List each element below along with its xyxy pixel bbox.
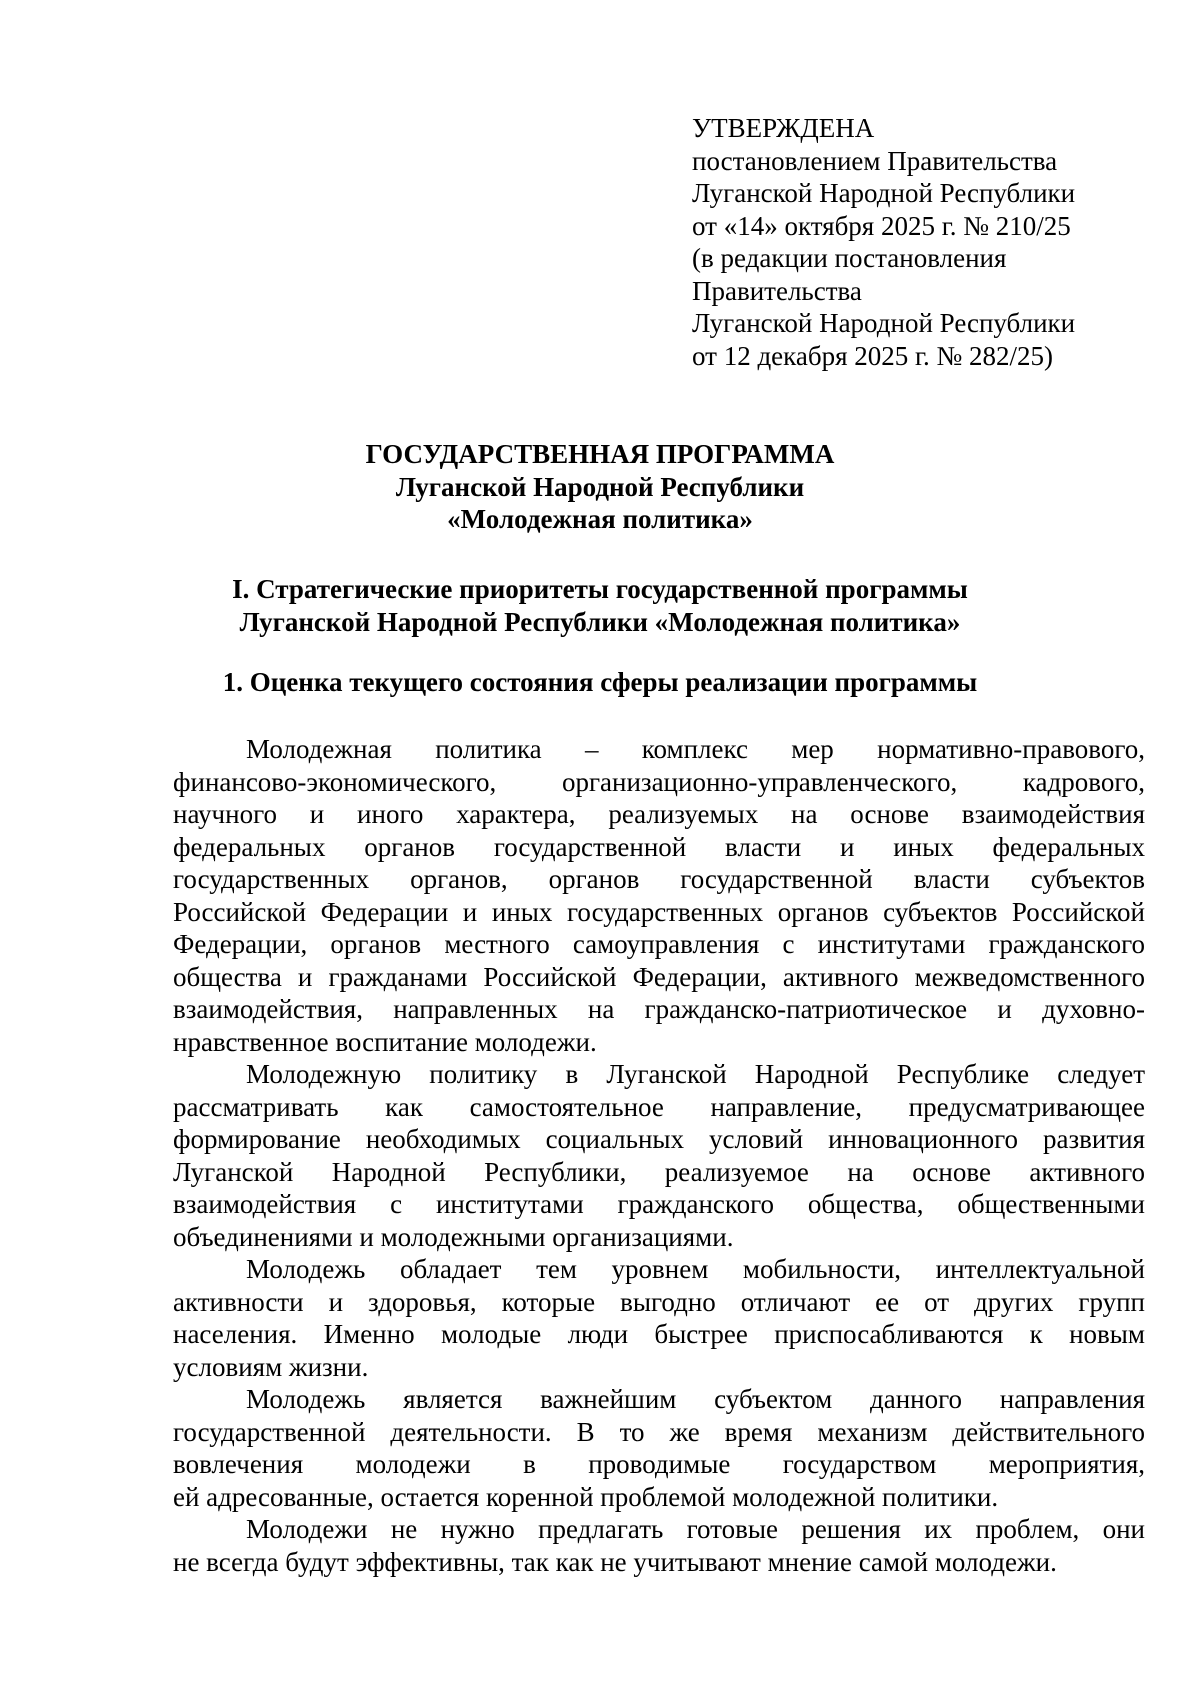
section-heading-line: Луганской Народной Республики «Молодежная политика»	[239, 606, 961, 637]
approval-line: УТВЕРЖДЕНА	[692, 113, 875, 143]
title-line: ГОСУДАРСТВЕННАЯ ПРОГРАММА	[365, 439, 835, 469]
paragraph-line: Молодежи не нужно предлагать готовые решения их проблем, они	[246, 1514, 1145, 1544]
approval-line: (в редакции постановления	[692, 243, 1007, 273]
paragraph-line: рассматривать как самостоятельное направление, предусматривающее	[173, 1091, 1145, 1122]
paragraph-line: взаимодействия, направленных на гражданско-патриотическое и духовно-	[173, 994, 1145, 1024]
paragraph-line: Молодежная политика – комплекс мер нормативно-правового,	[246, 734, 1145, 764]
paragraph	[173, 1513, 1145, 1578]
paragraph	[173, 733, 1145, 1058]
paragraph-line: условиям жизни.	[173, 1351, 369, 1382]
paragraph-line: государственных органов, органов государственной власти субъектов	[173, 864, 1145, 894]
title-line: «Молодежная политика»	[447, 504, 753, 534]
paragraph-line: научного и иного характера, реализуемых на основе взаимодействия	[173, 799, 1145, 829]
paragraph-line: Молодежь обладает тем уровнем мобильности, интеллектуальной	[246, 1254, 1145, 1284]
approval-line: от «14» октября 2025 г. № 210/25	[692, 210, 1071, 241]
paragraph-line: Молодежную политику в Луганской Народной Республике следует	[246, 1059, 1145, 1089]
approval-line: от 12 декабря 2025 г. № 282/25)	[692, 340, 1054, 371]
paragraph	[173, 1058, 1145, 1253]
paragraph-line: Молодежь является важнейшим субъектом данного направления	[246, 1384, 1145, 1414]
paragraph-line: Луганской Народной Республики, реализуемое на основе активного	[173, 1156, 1145, 1187]
paragraph-line: не всегда будут эффективны, так как не учитывают мнение самой молодежи.	[173, 1546, 1057, 1577]
paragraph-line: федеральных органов государственной власти и иных федеральных	[173, 831, 1145, 862]
body-text	[173, 733, 1145, 1578]
paragraph-line: активности и здоровья, которые выгодно отличают ее от других групп	[173, 1286, 1145, 1317]
paragraph-line: ей адресованные, остается коренной проблемой молодежной политики.	[173, 1481, 999, 1512]
approval-line: Луганской Народной Республики	[692, 178, 1076, 208]
paragraph-line: общества и гражданами Российской Федерации, активного межведомственного	[173, 961, 1145, 992]
paragraph	[173, 1383, 1145, 1513]
paragraph-line: Федерации, органов местного самоуправления с институтами гражданского	[173, 929, 1145, 959]
paragraph-line: населения. Именно молодые люди быстрее приспосабливаются к новым	[173, 1319, 1145, 1349]
section-heading-line: I. Стратегические приоритеты государственной программы	[232, 574, 968, 604]
approval-stamp	[692, 112, 1152, 372]
title-line: Луганской Народной Республики	[395, 471, 805, 502]
paragraph-line: Российской Федерации и иных государственных органов субъектов Российской	[173, 896, 1145, 927]
document-title	[0, 438, 1200, 536]
paragraph	[173, 1253, 1145, 1383]
paragraph-line: формирование необходимых социальных условий инновационного развития	[173, 1124, 1145, 1154]
paragraph-line: взаимодействия с институтами гражданского общества, общественными	[173, 1189, 1145, 1219]
approval-line: Правительства	[692, 275, 862, 306]
approval-line: Луганской Народной Республики	[692, 308, 1076, 338]
approval-line: постановлением Правительства	[692, 145, 1058, 176]
paragraph-line: государственной деятельности. В то же время механизм действительного	[173, 1416, 1145, 1447]
section-heading	[0, 573, 1200, 638]
subsection-heading: 1. Оценка текущего состояния сферы реализации программы	[222, 667, 978, 697]
paragraph-line: нравственное воспитание молодежи.	[173, 1026, 597, 1057]
paragraph-line: финансово-экономического, организационно-управленческого, кадрового,	[173, 766, 1145, 797]
paragraph-line: вовлечения молодежи в проводимые государством мероприятия,	[173, 1449, 1145, 1479]
paragraph-line: объединениями и молодежными организациями.	[173, 1221, 734, 1252]
